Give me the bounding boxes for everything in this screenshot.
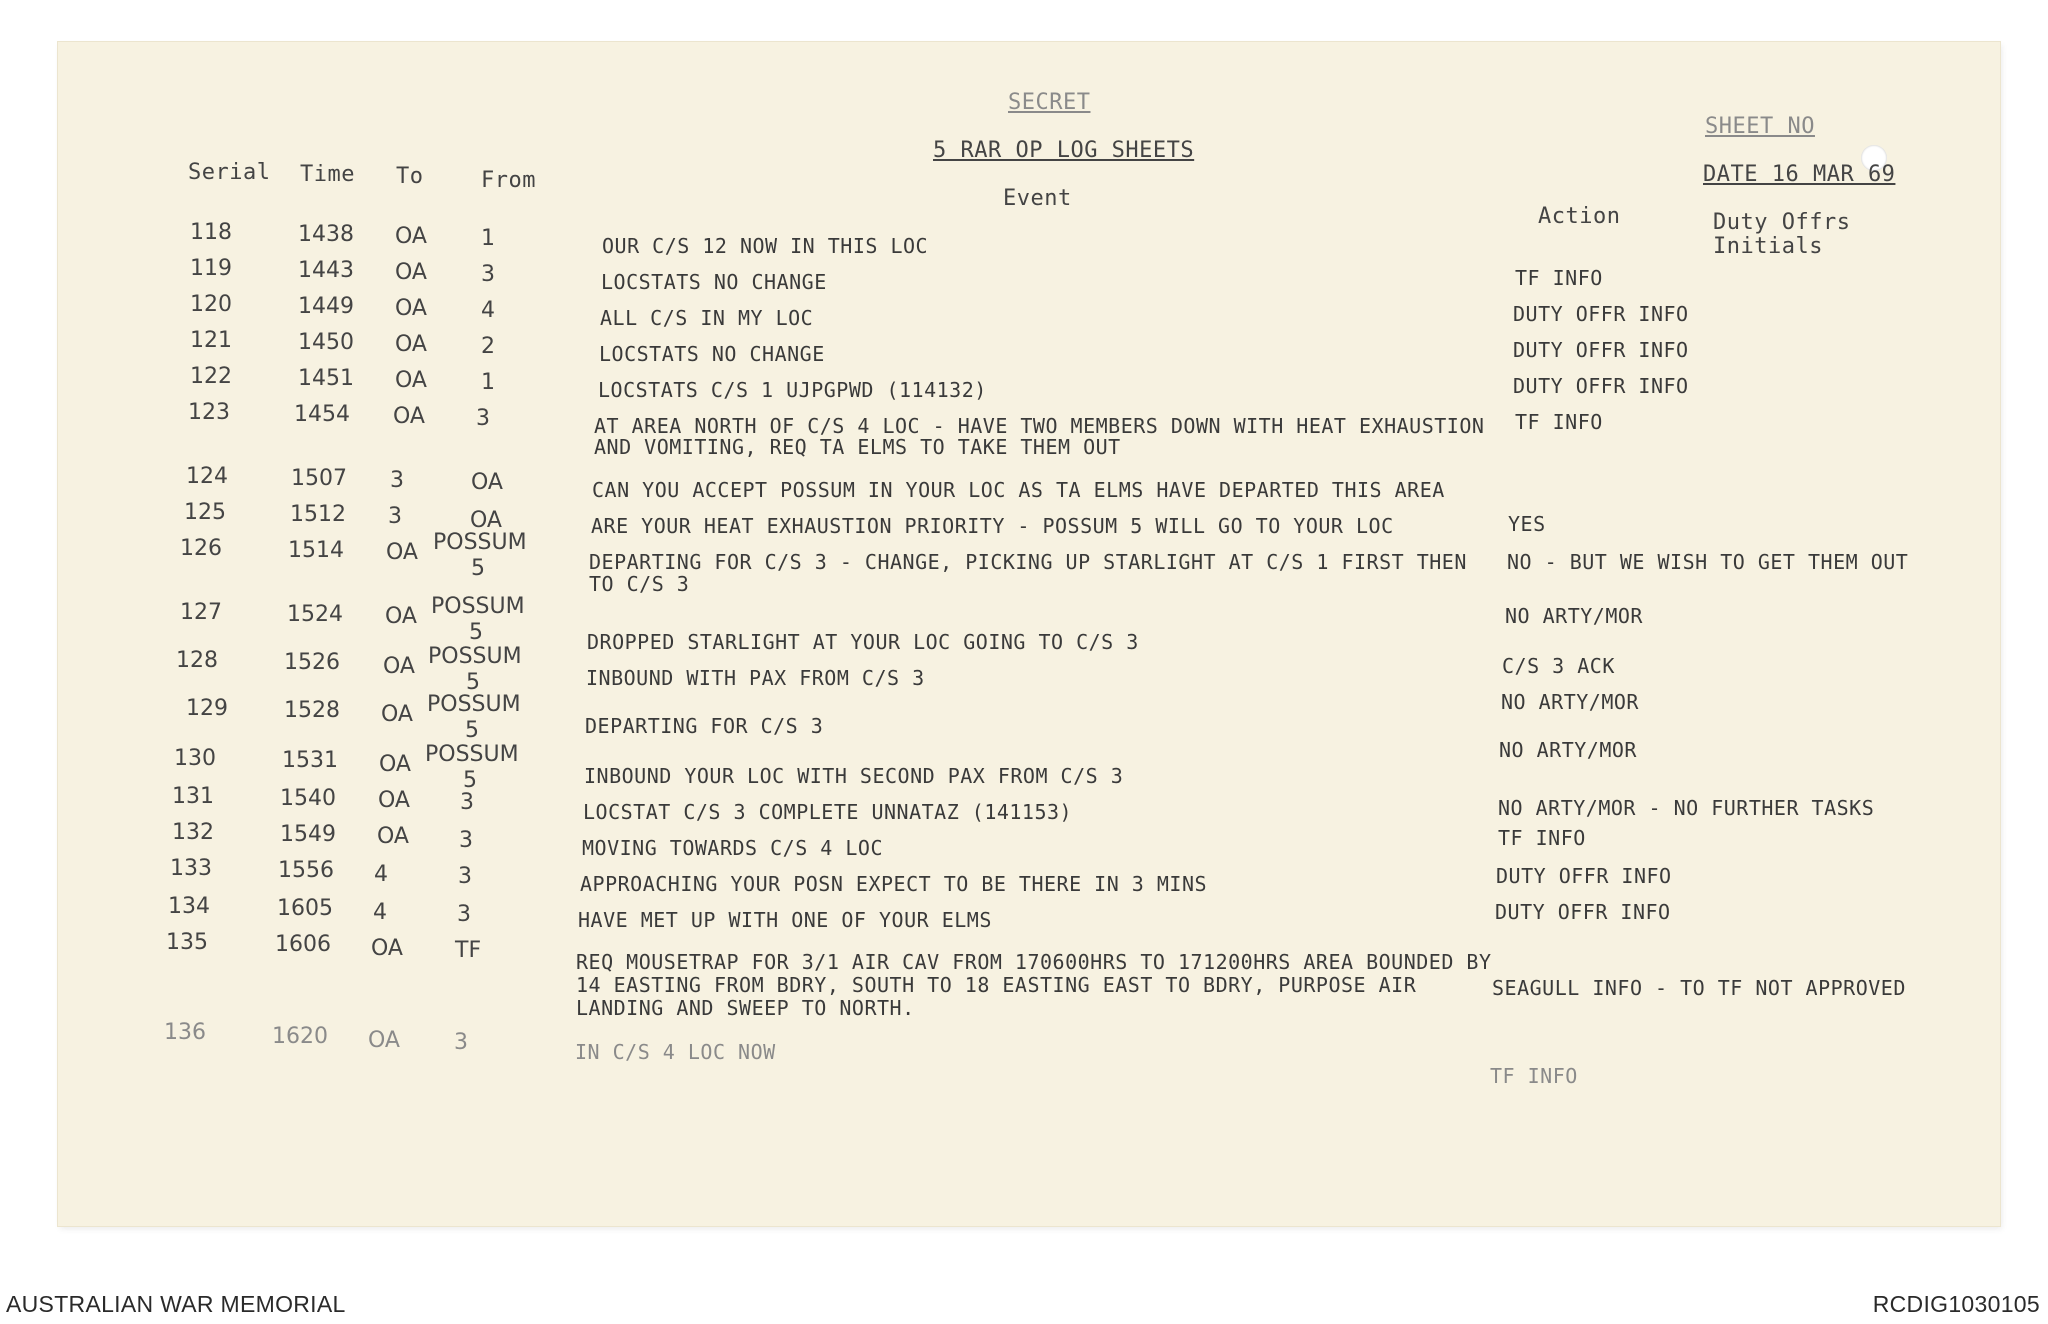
- cell-serial: 134: [168, 894, 210, 919]
- col-header-to: To: [396, 164, 424, 189]
- cell-action: C/S 3 ACK: [1502, 654, 1615, 678]
- cell-time: 1531: [282, 748, 338, 773]
- cell-to: OA: [395, 260, 427, 285]
- cell-to: OA: [379, 752, 411, 777]
- cell-to: OA: [395, 296, 427, 321]
- cell-time: 1514: [288, 538, 344, 563]
- cell-action: NO ARTY/MOR: [1501, 690, 1639, 714]
- cell-action: NO ARTY/MOR: [1499, 738, 1637, 762]
- col-header-serial: Serial: [188, 160, 271, 185]
- cell-event-line: ALL C/S IN MY LOC: [600, 306, 814, 330]
- cell-from: 3: [457, 902, 471, 927]
- cell-action: TF INFO: [1498, 826, 1586, 850]
- cell-time: 1454: [294, 402, 350, 427]
- cell-time: 1549: [280, 822, 336, 847]
- col-header-initials-line1: Duty Offrs: [1713, 210, 1851, 235]
- cell-action: DUTY OFFR INFO: [1495, 900, 1671, 924]
- archive-reference: RCDIG1030105: [1872, 1291, 2040, 1317]
- cell-from: 2: [481, 334, 495, 359]
- cell-event-line: HAVE MET UP WITH ONE OF YOUR ELMS: [578, 908, 992, 932]
- cell-event-line: LOCSTATS NO CHANGE: [599, 342, 825, 366]
- cell-event-line: TO C/S 3: [589, 572, 690, 596]
- cell-from: POSSUM 5: [433, 530, 527, 581]
- cell-serial: 129: [186, 696, 228, 721]
- cell-event-line: REQ MOUSETRAP FOR 3/1 AIR CAV FROM 170600HRS TO 171200HRS AREA BOUNDED BY: [576, 950, 1492, 974]
- cell-event-line: INBOUND YOUR LOC WITH SECOND PAX FROM C/S 3: [584, 764, 1124, 788]
- cell-from: 3: [460, 790, 474, 815]
- log-sheet-paper: [58, 42, 2000, 1226]
- cell-time: 1507: [291, 466, 347, 491]
- cell-time: 1528: [284, 698, 340, 723]
- cell-time: 1606: [275, 932, 331, 957]
- cell-serial: 119: [190, 256, 232, 281]
- cell-from: 3: [476, 406, 490, 431]
- col-header-action: Action: [1538, 204, 1621, 229]
- cell-event-line: LANDING AND SWEEP TO NORTH.: [576, 996, 915, 1020]
- cell-from: 1: [481, 370, 495, 395]
- cell-action: DUTY OFFR INFO: [1513, 338, 1689, 362]
- cell-action: DUTY OFFR INFO: [1513, 302, 1689, 326]
- cell-event-line: DEPARTING FOR C/S 3: [585, 714, 824, 738]
- cell-to: OA: [368, 1028, 400, 1053]
- cell-serial: 132: [172, 820, 214, 845]
- cell-to: 3: [390, 468, 404, 493]
- cell-serial: 135: [166, 930, 208, 955]
- cell-serial: 125: [184, 500, 226, 525]
- cell-to: 4: [373, 900, 387, 925]
- cell-serial: 131: [172, 784, 214, 809]
- sheet-title: 5 RAR OP LOG SHEETS: [933, 138, 1195, 163]
- cell-from: 4: [481, 298, 495, 323]
- cell-from: POSSUM 5: [428, 644, 522, 695]
- cell-from: POSSUM 5: [431, 594, 525, 645]
- cell-serial: 128: [176, 648, 218, 673]
- cell-to: OA: [386, 540, 418, 565]
- cell-event-line: MOVING TOWARDS C/S 4 LOC: [582, 836, 883, 860]
- cell-from: POSSUM 5: [427, 692, 521, 743]
- cell-action: NO ARTY/MOR - NO FURTHER TASKS: [1498, 796, 1875, 820]
- col-header-event: Event: [1003, 186, 1072, 211]
- cell-to: OA: [383, 654, 415, 679]
- col-header-initials-line2: Initials: [1713, 234, 1823, 259]
- cell-to: OA: [377, 824, 409, 849]
- cell-event-line: AT AREA NORTH OF C/S 4 LOC - HAVE TWO MEMBERS DOWN WITH HEAT EXHAUSTION: [594, 414, 1485, 438]
- cell-time: 1443: [298, 258, 354, 283]
- cell-time: 1605: [277, 896, 333, 921]
- cell-time: 1512: [290, 502, 346, 527]
- col-header-time: Time: [300, 162, 355, 187]
- cell-serial: 118: [190, 220, 232, 245]
- cell-event-line: 14 EASTING FROM BDRY, SOUTH TO 18 EASTING EAST TO BDRY, PURPOSE AIR: [576, 973, 1417, 997]
- cell-from: 3: [481, 262, 495, 287]
- cell-action: DUTY OFFR INFO: [1496, 864, 1672, 888]
- cell-serial: 121: [190, 328, 232, 353]
- cell-serial: 127: [180, 600, 222, 625]
- cell-event-line: ARE YOUR HEAT EXHAUSTION PRIORITY - POSSUM 5 WILL GO TO YOUR LOC: [591, 514, 1394, 538]
- cell-to: OA: [395, 224, 427, 249]
- cell-serial: 136: [164, 1020, 206, 1045]
- cell-action: YES: [1508, 512, 1546, 536]
- cell-serial: 133: [170, 856, 212, 881]
- sheet-date: DATE 16 MAR 69: [1703, 162, 1896, 187]
- cell-from: POSSUM 5: [425, 742, 519, 793]
- archive-credit: AUSTRALIAN WAR MEMORIAL: [6, 1291, 346, 1317]
- cell-to: 3: [388, 504, 402, 529]
- cell-from: 3: [458, 864, 472, 889]
- cell-from: OA: [471, 470, 503, 495]
- classification-heading: SECRET: [1008, 90, 1091, 115]
- cell-time: 1451: [298, 366, 354, 391]
- cell-time: 1526: [284, 650, 340, 675]
- cell-from: 1: [481, 226, 495, 251]
- cell-serial: 130: [174, 746, 216, 771]
- cell-action: TF INFO: [1515, 410, 1603, 434]
- cell-action: DUTY OFFR INFO: [1513, 374, 1689, 398]
- cell-event-line: AND VOMITING, REQ TA ELMS TO TAKE THEM OUT: [594, 435, 1121, 459]
- cell-event-line: CAN YOU ACCEPT POSSUM IN YOUR LOC AS TA ELMS HAVE DEPARTED THIS AREA: [592, 478, 1445, 502]
- cell-time: 1556: [278, 858, 334, 883]
- cell-event-line: INBOUND WITH PAX FROM C/S 3: [586, 666, 925, 690]
- cell-event-line: DEPARTING FOR C/S 3 - CHANGE, PICKING UP STARLIGHT AT C/S 1 FIRST THEN: [589, 550, 1467, 574]
- cell-action: TF INFO: [1490, 1064, 1578, 1088]
- cell-time: 1540: [280, 786, 336, 811]
- cell-action: NO ARTY/MOR: [1505, 604, 1643, 628]
- cell-action: NO - BUT WE WISH TO GET THEM OUT: [1507, 550, 1909, 574]
- cell-event-line: LOCSTATS NO CHANGE: [601, 270, 827, 294]
- cell-to: OA: [395, 332, 427, 357]
- cell-to: OA: [385, 604, 417, 629]
- cell-to: OA: [395, 368, 427, 393]
- cell-serial: 120: [190, 292, 232, 317]
- cell-time: 1450: [298, 330, 354, 355]
- cell-from: 3: [459, 828, 473, 853]
- sheet-number-label: SHEET NO: [1705, 114, 1815, 139]
- cell-time: 1524: [287, 602, 343, 627]
- cell-action: TF INFO: [1515, 266, 1603, 290]
- cell-from: 3: [454, 1030, 468, 1055]
- cell-to: OA: [378, 788, 410, 813]
- cell-event-line: LOCSTAT C/S 3 COMPLETE UNNATAZ (141153): [583, 800, 1073, 824]
- cell-serial: 126: [180, 536, 222, 561]
- cell-event-line: OUR C/S 12 NOW IN THIS LOC: [602, 234, 929, 258]
- cell-time: 1449: [298, 294, 354, 319]
- cell-to: 4: [374, 862, 388, 887]
- cell-from: OA: [470, 508, 502, 533]
- cell-time: 1620: [272, 1024, 328, 1049]
- cell-from: TF: [455, 938, 482, 963]
- cell-event-line: APPROACHING YOUR POSN EXPECT TO BE THERE IN 3 MINS: [580, 872, 1208, 896]
- cell-event-line: LOCSTATS C/S 1 UJPGPWD (114132): [598, 378, 987, 402]
- cell-serial: 124: [186, 464, 228, 489]
- cell-to: OA: [393, 404, 425, 429]
- cell-action: SEAGULL INFO - TO TF NOT APPROVED: [1492, 976, 1906, 1000]
- cell-event-line: IN C/S 4 LOC NOW: [575, 1040, 776, 1064]
- cell-to: OA: [371, 936, 403, 961]
- cell-to: OA: [381, 702, 413, 727]
- cell-event-line: DROPPED STARLIGHT AT YOUR LOC GOING TO C/S 3: [587, 630, 1139, 654]
- cell-serial: 122: [190, 364, 232, 389]
- cell-time: 1438: [298, 222, 354, 247]
- col-header-from: From: [481, 168, 536, 193]
- cell-serial: 123: [188, 400, 230, 425]
